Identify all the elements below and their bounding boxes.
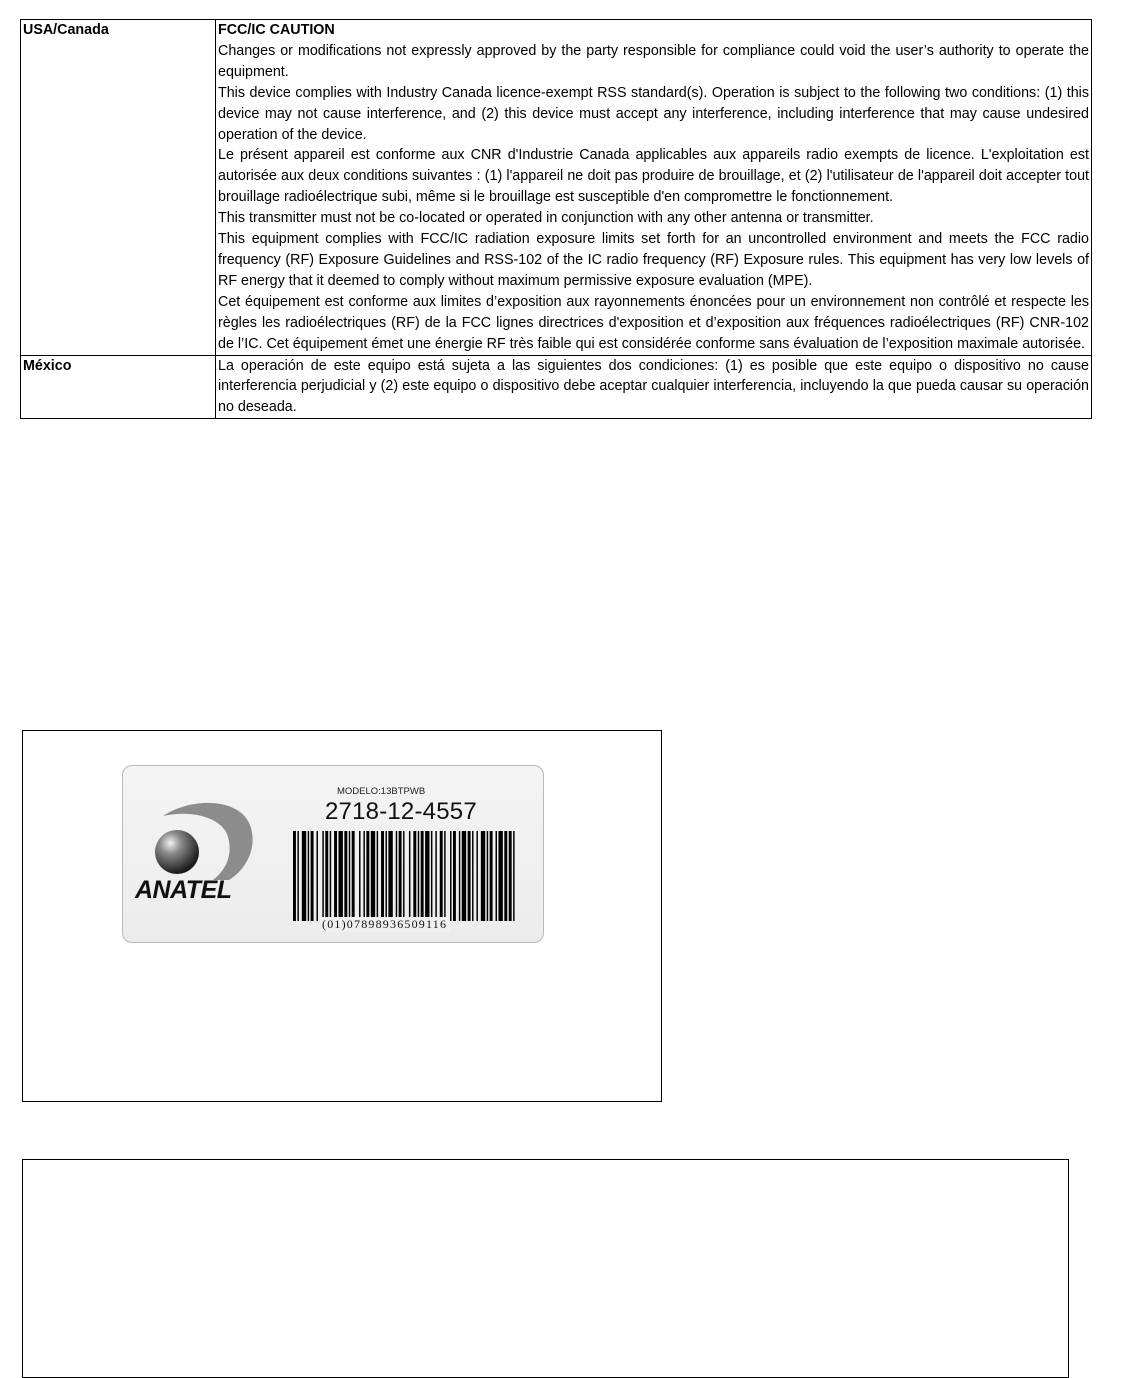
barcode-bar — [468, 831, 471, 921]
barcode-bar — [509, 831, 512, 921]
barcode-bar — [366, 831, 369, 921]
paragraph: Le présent appareil est conforme aux CNR d'Industrie Canada applicables aux appareils radio exempts de licence. L'exploitation est autorisée aux deux conditions suivantes : (1) l'appareil ne doit pas produire de brouillage, et (2) l'utilisateur de l'appareil doit accepter tout brouillage radioélectrique subi, même si le brouillage est susceptible d'en compromettre le fonctionnement. — [218, 147, 1089, 206]
table-row-mexico — [21, 355, 1092, 419]
barcode-bar — [344, 831, 347, 921]
anatel-label-box — [22, 730, 662, 1102]
barcode-bar — [338, 831, 342, 921]
barcode-bar — [388, 831, 392, 921]
model-text: MODELO:13BTPWB — [337, 786, 426, 797]
barcode-bar — [297, 831, 298, 921]
compliance-table — [20, 19, 1092, 419]
barcode-bar — [403, 831, 404, 921]
barcode-bar — [490, 831, 493, 921]
barcode-bar — [409, 831, 410, 921]
barcode-bar — [444, 831, 445, 921]
barcode-bar — [385, 831, 386, 921]
barcode-bar — [381, 831, 384, 921]
region-cell: USA/Canada — [21, 20, 216, 356]
table-row-usa-canada — [21, 20, 1092, 356]
statement-cell — [216, 20, 1092, 356]
paragraph: This transmitter must not be co-located or operated in conjunction with any other antenna or transmitter. — [218, 210, 874, 227]
barcode-bar — [462, 831, 466, 921]
anatel-label — [122, 765, 544, 943]
barcode-bar — [316, 831, 317, 921]
barcode-bar — [504, 831, 507, 921]
barcode-bar — [450, 831, 451, 921]
barcode-bar — [425, 831, 429, 921]
barcode-bar — [396, 831, 397, 921]
barcode-bar — [293, 831, 296, 921]
barcode-bar — [472, 831, 473, 921]
empty-box — [22, 1159, 1069, 1378]
anatel-wordmark: ANATEL — [135, 876, 232, 904]
barcode-bar — [363, 831, 364, 921]
barcode-bar — [431, 831, 432, 921]
barcode-bar — [330, 831, 331, 921]
paragraph: This device complies with Industry Canada licence-exempt RSS standard(s). Operation is subject to the following two conditions: (1) this device may not cause interference, and (2) this device must accept any interference, including interference that may cause undesired operation of the device. — [218, 84, 1089, 143]
paragraph: La operación de este equipo está sujeta a las siguientes dos condiciones: (1) es posible que este equipo o dispositivo no cause interferencia perjudicial y (2) este equipo o dispositivo debe aceptar cualquier interferencia, incluyendo la que pueda causar su operación no deseada. — [218, 357, 1089, 416]
barcode-bar — [435, 831, 436, 921]
barcode-bar — [476, 831, 477, 921]
barcode-bar — [413, 831, 416, 921]
barcode-bar — [453, 831, 456, 921]
barcode-bar — [487, 831, 488, 921]
barcode-bar — [359, 831, 360, 921]
barcode-bar — [311, 831, 314, 921]
barcode-bar — [496, 831, 497, 921]
homologation-number: 2718-12-4557 — [325, 798, 477, 825]
barcode-bar — [325, 831, 328, 921]
caution-title: FCC/IC CAUTION — [218, 22, 335, 38]
barcode-bar — [371, 831, 375, 921]
barcode-digits: (01)07898936509116 — [319, 917, 450, 932]
barcode-bar — [377, 831, 378, 921]
barcode-bar — [349, 831, 350, 921]
barcode-bar — [459, 831, 460, 921]
barcode-bar — [513, 831, 514, 921]
barcode-bar — [481, 831, 485, 921]
statement-cell — [216, 355, 1092, 419]
barcode-bar — [498, 831, 502, 921]
barcode-bar — [334, 831, 337, 921]
paragraph: Cet équipement est conforme aux limites d’exposition aux rayonnements énoncées pour un environnement non contrôlé et respecte les règles les radioélectriques (RF) de la FCC lignes directrices d'exposition et d’exposition aux fréquences radioélectriques (RF) CNR-102 de l’IC. Cet équipement émet une énergie RF très faible qui est considérée conforme sans évaluation de l’exposition maximale autorisée. — [218, 293, 1089, 352]
barcode-bar — [352, 831, 355, 921]
barcode-icon — [293, 831, 519, 921]
barcode-bar — [399, 831, 402, 921]
barcode-bar — [421, 831, 424, 921]
barcode-bar — [322, 831, 323, 921]
paragraph: Changes or modifications not expressly approved by the party responsible for compliance could void the user’s authority to operate the equipment. — [218, 42, 1089, 80]
barcode-bar — [418, 831, 419, 921]
paragraph: This equipment complies with FCC/IC radiation exposure limits set forth for an uncontrolled environment and meets the FCC radio frequency (RF) Exposure Guidelines and RSS-102 of the IC radio frequency (RF) Exposure rules. This equipment has very low levels of RF energy that it deemed to comply without maximum permissive exposure evaluation (MPE). — [218, 231, 1089, 289]
barcode-bar — [308, 831, 309, 921]
barcode-bar — [440, 831, 443, 921]
region-cell: México — [21, 355, 216, 419]
barcode-bar — [302, 831, 306, 921]
